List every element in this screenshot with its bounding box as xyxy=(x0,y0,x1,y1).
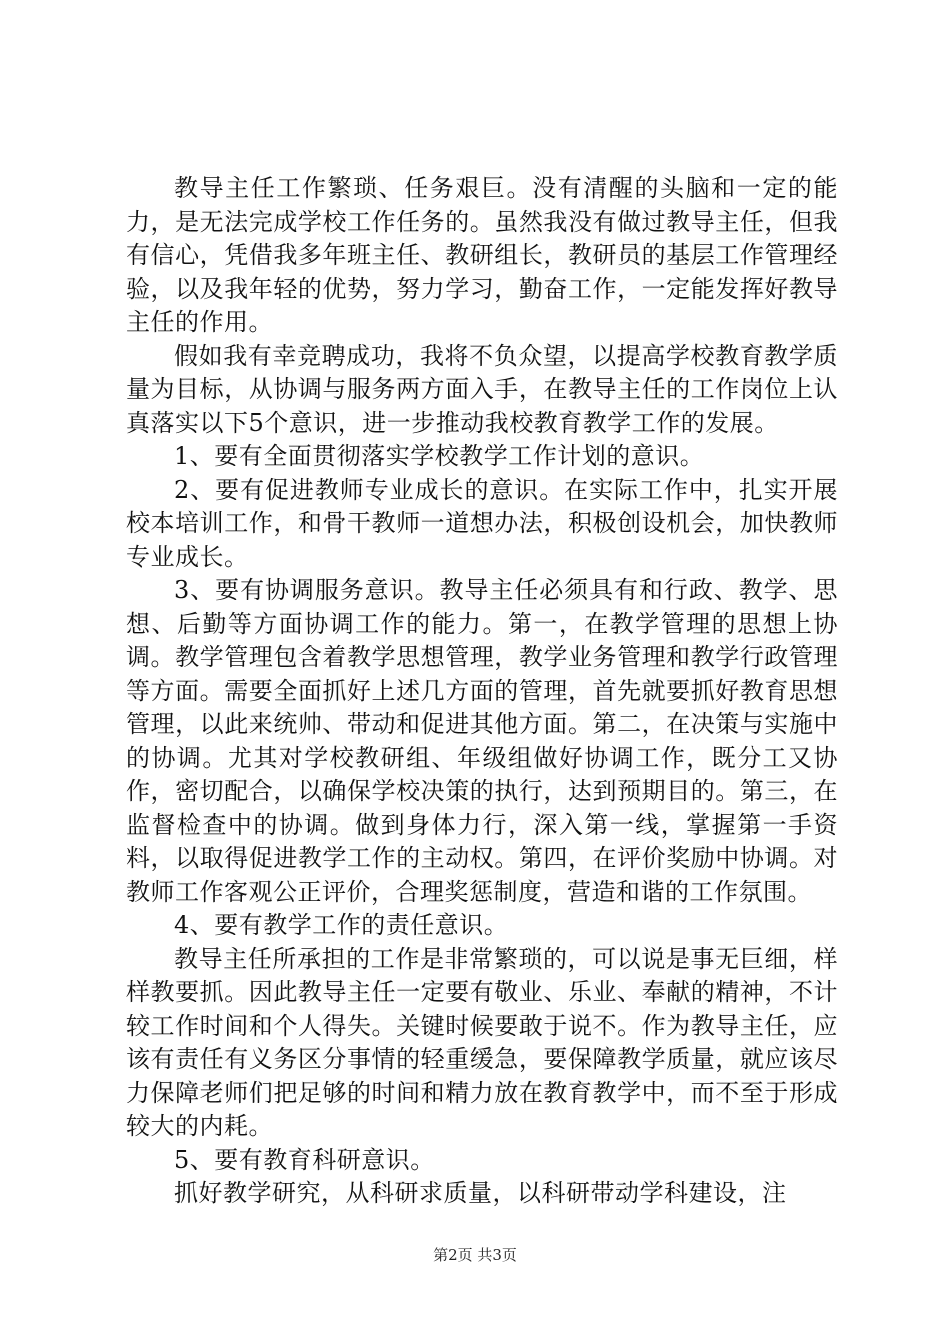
body-text xyxy=(126,172,838,1211)
paragraph: 5、要有教育科研意识。 xyxy=(174,1145,435,1174)
paragraph: 2、要有促进教师专业成长的意识。在实际工作中，扎实开展校本培训工作，和骨干教师一道想办法，积极创设机会，加快教师专业成长。 xyxy=(126,475,838,571)
page-footer: 第2页 共3页 xyxy=(433,1246,517,1264)
paragraph: 教导主任工作繁琐、任务艰巨。没有清醒的头脑和一定的能力，是无法完成学校工作任务的。虽然我没有做过教导主任，但我有信心，凭借我多年班主任、教研组长，教研员的基层工作管理经验，以及我年轻的优势，努力学习，勤奋工作，一定能发挥好教导主任的作用。 xyxy=(126,174,838,336)
paragraph: 假如我有幸竞聘成功，我将不负众望，以提高学校教育教学质量为目标，从协调与服务两方面入手，在教导主任的工作岗位上认真落实以下5个意识，进一步推动我校教育教学工作的发展。 xyxy=(126,341,838,437)
paragraph: 抓好教学研究，从科研求质量，以科研带动学科建设，注 xyxy=(174,1179,787,1207)
paragraph: 1、要有全面贯彻落实学校教学工作计划的意识。 xyxy=(174,442,705,470)
paragraph: 教导主任所承担的工作是非常繁琐的，可以说是事无巨细，样样教要抓。因此教导主任一定要有敬业、乐业、奉献的精神，不计较工作时间和个人得失。关键时候要敢于说不。作为教导主任，应该有责任有义务区分事情的轻重缓急，要保障教学质量，就应该尽力保障老师们把足够的时间和精力放在教育教学中，而不至于形成较大的内耗。 xyxy=(126,944,838,1140)
paragraph: 3、要有协调服务意识。教导主任必须具有和行政、教学、思想、后勤等方面协调工作的能力。第一，在教学管理的思想上协调。教学管理包含着教学思想管理，教学业务管理和教学行政管理等方面。需要全面抓好上述几方面的管理，首先就要抓好教育思想管理，以此来统帅、带动和促进其他方面。第二，在决策与实施中的协调。尤其对学校教研组、年级组做好协调工作，既分工又协作，密切配合，以确保学校决策的执行，达到预期目的。第三，在监督检查中的协调。做到身体力行，深入第一线，掌握第一手资料，以取得促进教学工作的主动权。第四，在评价奖励中协调。对教师工作客观公正评价，合理奖惩制度，营造和谐的工作氛围。 xyxy=(126,576,838,906)
paragraph: 4、要有教学工作的责任意识。 xyxy=(174,911,509,939)
